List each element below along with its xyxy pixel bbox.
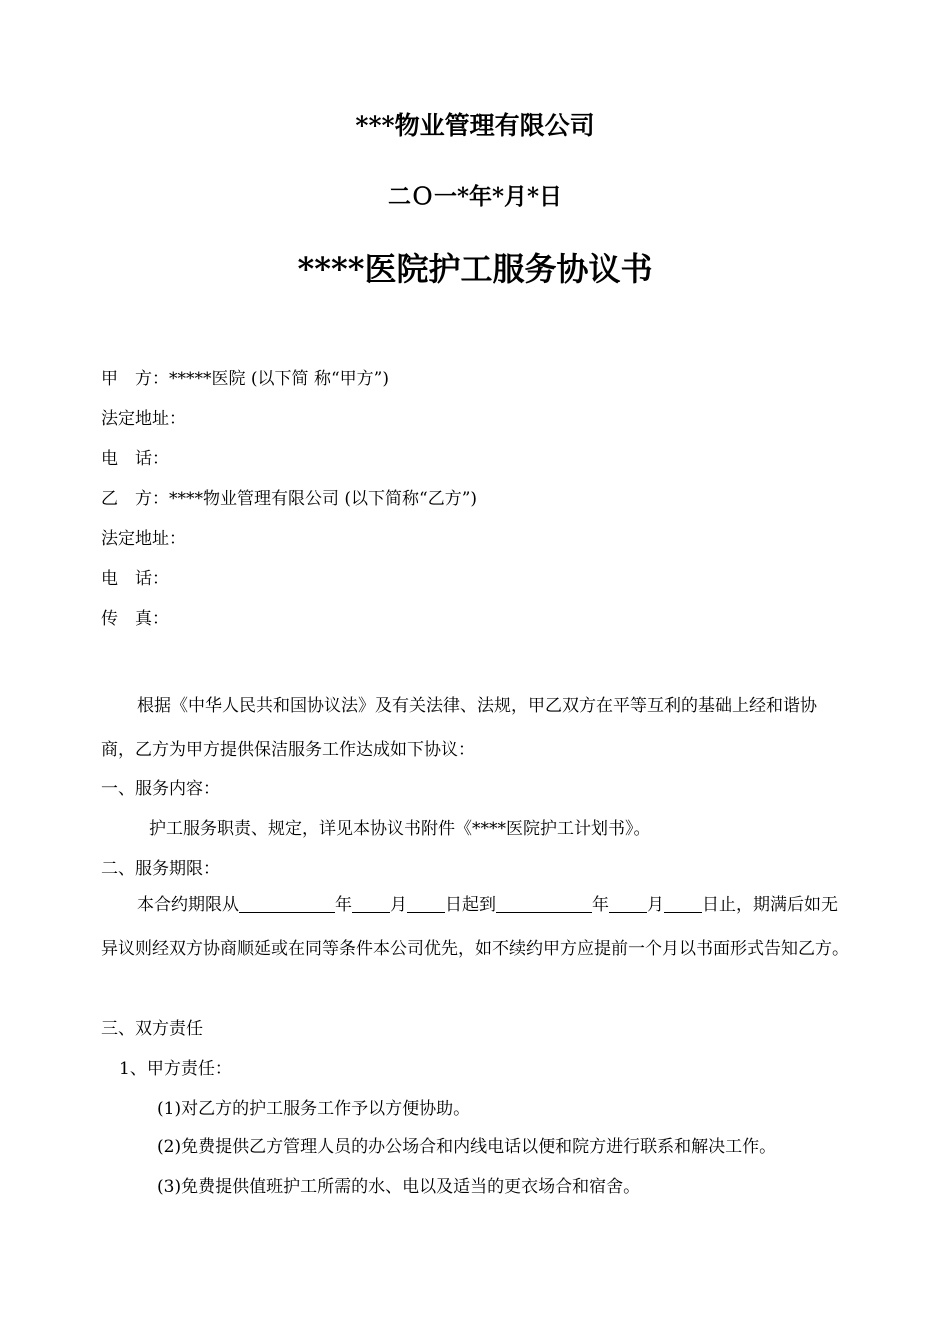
company-title: ***物业管理有限公司 [355,111,595,140]
party-a-name: *****医院 (以下简 称“甲方”) [169,369,389,389]
section-1-heading: 一、服务内容： [101,779,220,799]
term-day-1: 日起到 [445,895,496,915]
duty-item-2: (2)免费提供乙方管理人员的办公场合和内线电话以便和院方进行联系和解决工作。 [157,1137,777,1157]
term-year-2: 年 [592,895,609,915]
term-paragraph [101,883,849,971]
end-year-blank [496,894,592,913]
term-prefix: 本合约期限从 [137,895,239,915]
term-year-1: 年 [335,895,352,915]
duty-item-3: (3)免费提供值班护工所需的水、电以及适当的更衣场合和宿舍。 [157,1177,641,1197]
duty-item-1: (1)对乙方的护工服务工作予以方便协助。 [157,1099,471,1119]
party-a-line [101,368,389,390]
agreement-title: ****医院护工服务协议书 [297,250,653,288]
party-a-label: 甲 方： [101,369,169,389]
section-1-body: 护工服务职责、规定，详见本协议书附件《****医院护工计划书》。 [149,819,651,839]
party-a-address-label: 法定地址： [101,409,186,429]
section-2-heading: 二、服务期限： [101,859,220,879]
start-month-blank [352,894,390,913]
term-end-text: 日止，期满后如无异议则经双方协商顺延或在同等条件本公司优先，如不续约甲方应提前一个月以书面形式告知乙方。 [101,895,849,959]
party-b-name: ****物业管理有限公司 (以下简称“乙方”) [169,489,478,509]
party-b-address-label: 法定地址： [101,529,186,549]
party-a-duties-heading: 1、甲方责任： [119,1059,232,1079]
intro-paragraph: 根据《中华人民共和国协议法》及有关法律、法规，甲乙双方在平等互利的基础上经和谐协商，乙方为甲方提供保洁服务工作达成如下协议： [101,696,817,760]
party-b-label: 乙 方： [101,489,169,509]
term-month-1: 月 [390,895,407,915]
party-a-phone-label: 电 话： [101,449,169,469]
section-3-heading: 三、双方责任 [101,1019,203,1039]
party-b-line [101,488,477,510]
document-date: 二Ｏ一*年*月*日 [387,183,563,210]
start-year-blank [239,894,335,913]
party-b-phone-label: 电 话： [101,569,169,589]
end-month-blank [609,894,647,913]
party-b-fax-label: 传 真： [101,609,169,629]
end-day-blank [664,894,702,913]
term-month-2: 月 [647,895,664,915]
start-day-blank [407,894,445,913]
